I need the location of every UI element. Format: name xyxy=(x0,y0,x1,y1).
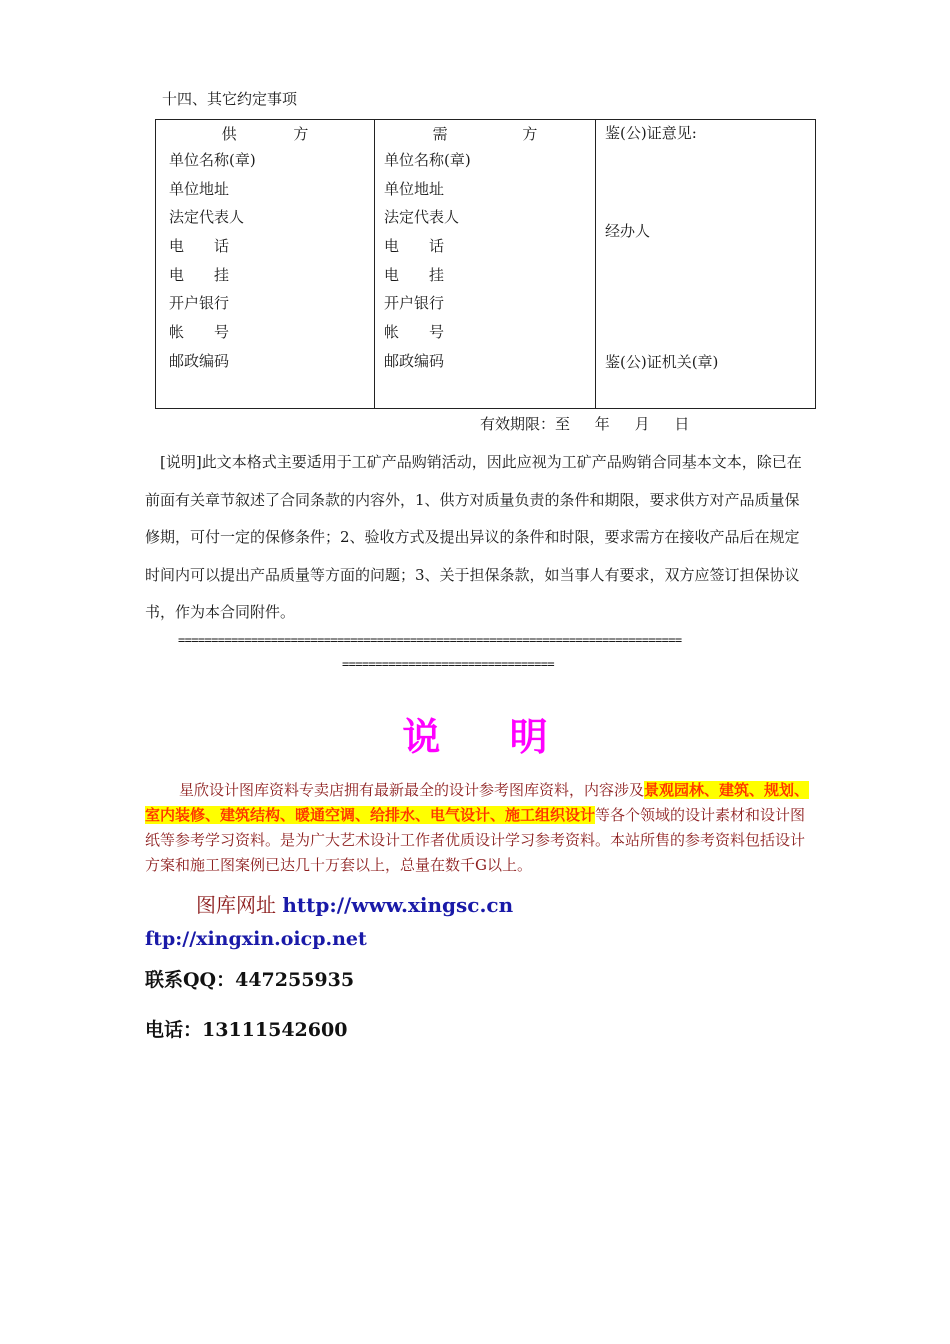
supplier-field: 电 话 xyxy=(169,237,230,256)
buyer-heading-char-2: 方 xyxy=(522,125,538,143)
buyer-heading-char-1: 需 xyxy=(432,125,448,143)
supplier-field: 单位地址 xyxy=(169,179,230,198)
supplier-column xyxy=(156,120,375,409)
site-label: 图库网址 xyxy=(196,893,276,917)
supplier-field: 帐 号 xyxy=(169,323,230,342)
buyer-column xyxy=(375,120,596,409)
notary-column xyxy=(596,120,816,409)
promo-highlight: 景观园林、建筑、规划、室内装修、建筑结构、暖通空调、给排水、电气设计、施工组织设计 xyxy=(145,781,810,824)
buyer-field: 单位地址 xyxy=(384,179,445,198)
supplier-heading xyxy=(156,123,374,144)
promo-title-char-2: 明 xyxy=(509,715,548,759)
validity-day: 日 xyxy=(674,415,690,433)
site-line xyxy=(196,889,513,918)
buyer-field: 单位名称(章) xyxy=(384,151,471,169)
buyer-field: 法定代表人 xyxy=(384,208,460,227)
validity-label: 有效期限：至 xyxy=(480,415,571,433)
site-link[interactable]: http://www.xingsc.cn xyxy=(282,893,514,917)
explanation-text: [说明]此文本格式主要适用于工矿产品购销活动，因此应视为工矿产品购销合同基本文本，除已在前面有关章节叙述了合同条款的内容外，1、供方对质量负责的条件和期限，要求供方对产品质量保修期，可付一定的保修条件；2、验收方式及提出异议的条件和时限，要求需方在接收产品后在规定时间内可以提出产品质量等方面的问题；3、关于担保条款，如当事人有要求，双方应签订担保协议书，作为本合同附件。 xyxy=(145,453,802,621)
buyer-fields xyxy=(384,149,471,379)
contract-signature-table xyxy=(155,119,816,409)
buyer-field: 电 话 xyxy=(384,237,445,256)
section-title: 十四、其它约定事项 xyxy=(162,90,298,108)
buyer-field: 电 挂 xyxy=(384,265,445,284)
supplier-heading-char-1: 供 xyxy=(221,125,237,143)
separator-line-1: ============================================================================ xyxy=(178,633,682,647)
buyer-field: 帐 号 xyxy=(384,323,445,342)
qq-contact: 联系QQ：447255935 xyxy=(145,969,355,991)
promo-paragraph xyxy=(145,778,813,878)
buyer-field: 开户银行 xyxy=(384,294,445,313)
supplier-field: 电 挂 xyxy=(169,265,230,284)
promo-title xyxy=(0,706,950,761)
notary-opinion-label: 鉴(公)证意见: xyxy=(605,124,697,142)
notary-seal-label: 鉴(公)证机关(章) xyxy=(605,353,719,371)
ftp-link[interactable]: ftp://xingxin.oicp.net xyxy=(145,928,367,950)
validity-year: 年 xyxy=(594,415,610,433)
buyer-heading xyxy=(375,123,595,144)
supplier-field: 单位名称(章) xyxy=(169,151,256,169)
validity-month: 月 xyxy=(634,415,650,433)
promo-text-after: 等各个领域的设计素材和设计图纸等参考学习资料。是为广大艺术设计工作者优质设计学习参考资料。本站所售的参考资料包括设计方案和施工图案例已达几十万套以上，总量在数千G以上。 xyxy=(145,806,806,874)
buyer-field: 邮政编码 xyxy=(384,351,445,370)
supplier-field: 法定代表人 xyxy=(169,208,245,227)
supplier-heading-char-2: 方 xyxy=(293,125,309,143)
explanation-note xyxy=(145,444,813,632)
phone-contact: 电话：13111542600 xyxy=(145,1019,348,1041)
promo-text-before: 星欣设计图库资料专卖店拥有最新最全的设计参考图库资料，内容涉及 xyxy=(179,781,645,799)
supplier-field: 开户银行 xyxy=(169,294,230,313)
supplier-fields xyxy=(169,149,256,379)
validity-line xyxy=(480,413,709,434)
separator-line-2: ================================ xyxy=(342,657,554,671)
notary-handler-label: 经办人 xyxy=(605,222,651,240)
promo-title-char-1: 说 xyxy=(402,715,441,759)
supplier-field: 邮政编码 xyxy=(169,351,230,370)
